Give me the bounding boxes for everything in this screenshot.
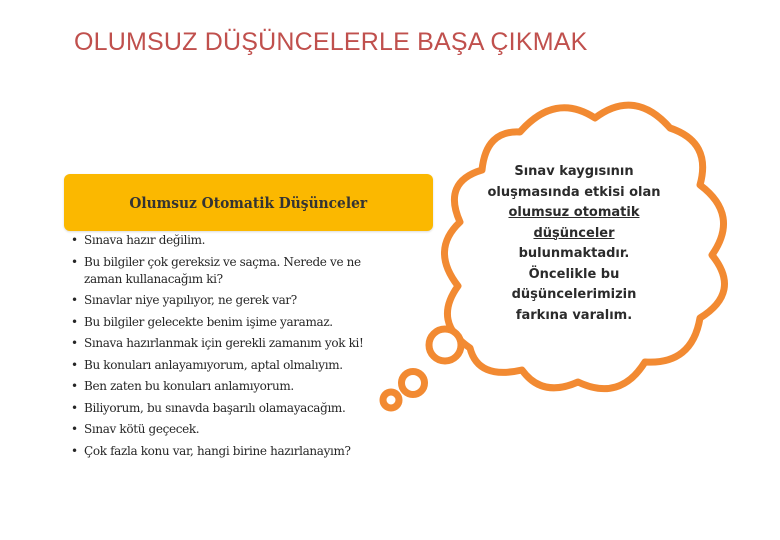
list-item: • Bu konuları anlayamıyorum, aptal olmalıyım. <box>70 357 400 374</box>
list-item: • Biliyorum, bu sınavda başarılı olamayacağım. <box>70 400 400 417</box>
cloud-line: bulunmaktadır. <box>518 246 630 261</box>
thought-bubble-small <box>383 392 399 408</box>
cloud-line-emphasis: düşünceler <box>533 225 615 241</box>
thought-bubble-medium <box>402 372 425 395</box>
slide-title: OLUMSUZ DÜŞÜNCELERLE BAŞA ÇIKMAK <box>74 28 588 56</box>
thought-bubble-large <box>429 329 461 361</box>
cloud-line: düşüncelerimizin <box>511 287 637 302</box>
cloud-line: Öncelikle bu <box>528 266 620 282</box>
cloud-line-emphasis: olumsuz otomatik <box>508 205 640 220</box>
cloud-line: Sınav kaygısının <box>514 164 634 179</box>
cloud-line: oluşmasında etkisi olan <box>487 184 661 200</box>
list-item: • Sınava hazır değilim. <box>70 232 400 249</box>
cloud-message <box>483 162 665 326</box>
list-item: • Sınav kötü geçecek. <box>70 421 400 438</box>
cloud-line: farkına varalım. <box>515 307 633 323</box>
list-item: • Ben zaten bu konuları anlamıyorum. <box>70 378 400 395</box>
list-item: • Sınava hazırlanmak için gerekli zamanım yok ki! <box>70 335 400 352</box>
list-item: • Sınavlar niye yapılıyor, ne gerek var? <box>70 292 400 309</box>
list-item: • Çok fazla konu var, hangi birine hazırlanayım? <box>70 443 400 460</box>
list-item: • Bu bilgiler gelecekte benim işime yaramaz. <box>70 314 400 331</box>
panel-heading: Olumsuz Otomatik Düşünceler <box>129 193 368 212</box>
list-item: • Bu bilgiler çok gereksiz ve saçma. Nerede ve ne zaman kullanacağım ki? <box>70 254 400 288</box>
